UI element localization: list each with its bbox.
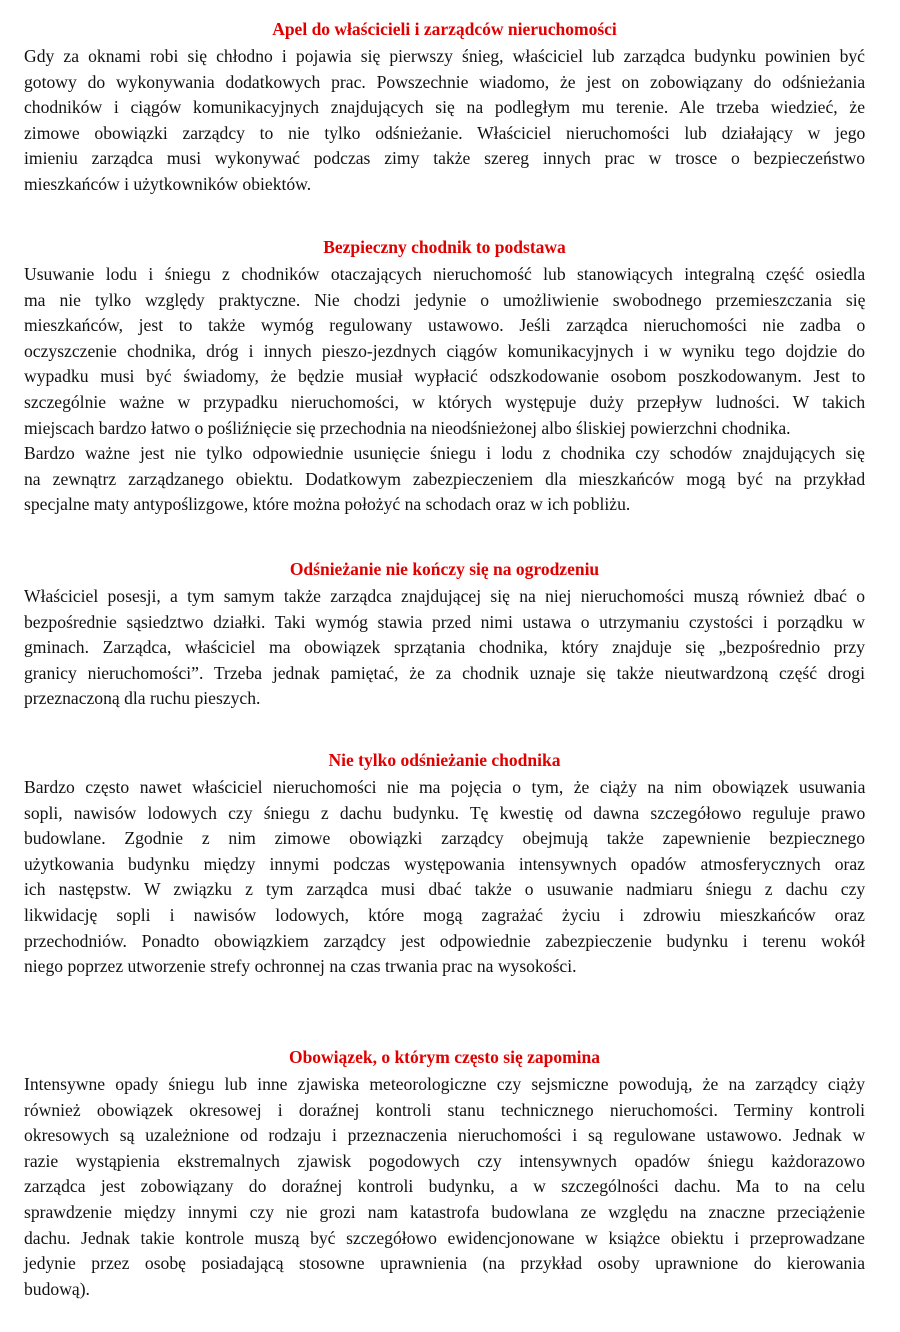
text-line: Gdy za oknami robi się chłodno i pojawia się pierwszy śnieg, właściciel lub zarządca budynku powinien być	[24, 46, 865, 66]
section-heading: Obowiązek, o którym często się zapomina	[288, 1047, 601, 1067]
section-appeal	[24, 18, 865, 198]
text-line: chodników i ciągów komunikacyjnych znajdujących się na podległym mu terenie. Ale trzeba wiedzieć, że	[24, 97, 865, 118]
section-heading: Nie tylko odśnieżanie chodnika	[328, 750, 561, 770]
text-line: na zewnątrz zarządzanego obiektu. Dodatkowym zabezpieczeniem dla mieszkańców mogą być na przykład	[24, 468, 866, 489]
text-line: ma nie tylko względy praktyczne. Nie chodzi jedynie o umożliwienie swobodnego przemieszczania się	[24, 289, 866, 310]
text-line: bezpośrednie sąsiedztwo działki. Taki wymóg stawia przed nimi ustawa o utrzymaniu czystości i porządku w	[24, 611, 865, 632]
text-line: oczyszczenie chodnika, dróg i innych pieszo-jezdnych ciągów komunikacyjnych i w wyniku tego dojdzie do	[24, 340, 866, 361]
text-line: gminach. Zarządca, właściciel ma obowiązek sprzątania chodnika, który znajduje się „bezpośrednio przy	[24, 637, 865, 658]
text-line: miejscach bardzo łatwo o pośliźnięcie się przechodnia na nieodśnieżonej albo śliskiej powierzchni chodnika.	[24, 417, 791, 438]
section-paragraph	[24, 584, 865, 712]
section-paragraph	[24, 44, 865, 198]
text-line: użytkowania budynku między innymi podczas występowania intensywnych opadów atmosferycznych oraz	[24, 853, 865, 874]
section-beyond-fence	[24, 558, 865, 712]
text-line: budowlane. Zgodnie z nim zimowe obowiązki zarządcy obejmują także zapewnienie bezpiecznego	[24, 828, 866, 849]
text-line: zarządca jest zobowiązany do doraźnej kontroli budynku, a w szczególności dachu. Ma to na celu	[24, 1176, 865, 1197]
text-line: przechodniów. Ponadto obowiązkiem zarządcy jest odpowiednie zabezpieczenie budynku i terenu wokół	[24, 930, 866, 951]
text-line: przeznaczoną dla ruchu pieszych.	[24, 688, 261, 709]
text-line: Intensywne opady śniegu lub inne zjawiska meteorologiczne czy sejsmiczne powodują, że na zarządcy ciąży	[24, 1074, 865, 1094]
section-not-only-sidewalk	[24, 749, 865, 980]
text-line: mieszkańców i użytkowników obiektów.	[24, 173, 312, 194]
text-line: ich następstw. W związku z tym zarządca musi dbać także o usuwanie nadmiaru śniegu z dachu czy	[24, 879, 866, 900]
text-line: jedynie przez osobę posiadającą stosowne uprawnienia (na przykład osoby uprawnione do kierowania	[24, 1253, 865, 1274]
text-line: mieszkańców, jest to także wymóg regulowany ustawowo. Jeśli zarządca nieruchomości nie zadba o	[24, 315, 866, 336]
text-line: również obowiązek okresowej i doraźnej kontroli stanu technicznego nieruchomości. Terminy kontroli	[24, 1099, 865, 1120]
text-line: Właściciel posesji, a tym samym także zarządca znajdującej się na niej nieruchomości muszą również dbać o	[24, 586, 865, 606]
text-line: specjalne maty antypoślizgowe, które można położyć na schodach oraz w ich pobliżu.	[24, 494, 631, 515]
text-line: Bardzo często nawet właściciel nieruchomości nie ma pojęcia o tym, że ciąży na nim obowiązek usuwania	[24, 777, 866, 797]
text-line: razie wystąpienia ekstremalnych zjawisk pogodowych czy intensywnych opadów śniegu każdorazowo	[24, 1150, 865, 1171]
section-heading: Apel do właścicieli i zarządców nieruchomości	[272, 19, 617, 39]
section-paragraph	[24, 262, 865, 518]
text-line: zimowe obowiązki zarządcy to nie tylko odśnieżanie. Właściciel nieruchomości lub działający w jego	[24, 122, 866, 143]
text-line: budową).	[24, 1278, 90, 1299]
text-line: Bardzo ważne jest nie tylko odpowiednie usunięcie śniegu i lodu z chodnika czy schodów znajdujących się	[24, 443, 865, 464]
text-line: niego poprzez utworzenie strefy ochronnej na czas trwania prac na wysokości.	[24, 956, 577, 977]
text-line: dachu. Jednak takie kontrole muszą być szczegółowo ewidencjonowane w książce obiektu i przeprowadzane	[24, 1227, 865, 1248]
text-line: Usuwanie lodu i śniegu z chodników otaczających nieruchomość lub stanowiących integralną część osiedla	[24, 264, 866, 284]
section-heading: Odśnieżanie nie kończy się na ogrodzeniu	[289, 559, 600, 579]
section-safe-sidewalk	[24, 236, 865, 518]
section-heading: Bezpieczny chodnik to podstawa	[323, 237, 566, 257]
text-line: sprawdzenie między innymi czy nie grozi nam katastrofa budowlana ze względu na znaczne przeciążenie	[24, 1201, 866, 1222]
section-paragraph	[24, 1072, 865, 1302]
text-line: granicy nieruchomości”. Trzeba jednak pamiętać, że za chodnik uznaje się także nieutwardzoną część drogi	[24, 662, 865, 683]
section-paragraph	[24, 775, 865, 980]
text-line: wypadku musi być świadomy, że będzie musiał wypłacić odszkodowanie osobom poszkodowanym. Jest to	[24, 366, 866, 387]
text-line: sopli, nawisów lodowych czy śniegu z dachu budynku. Tę kwestię od dawna szczegółowo reguluje prawo	[24, 802, 866, 823]
text-line: likwidację sopli i nawisów lodowych, które mogą zagrażać życiu i zdrowiu mieszkańców oraz	[24, 904, 865, 925]
text-line: okresowych są uzależnione od rodzaju i przeznaczenia nieruchomości i są regulowane ustawowo. Jednak w	[24, 1125, 866, 1146]
text-line: szczególnie ważne w przypadku nieruchomości, w których występuje duży przepływ ludności. W takich	[24, 391, 866, 412]
text-line: imieniu zarządca musi wykonywać podczas zimy także szereg innych prac w trosce o bezpieczeństwo	[24, 148, 865, 169]
section-forgotten-duty	[24, 1046, 865, 1302]
text-line: gotowy do wykonywania dodatkowych prac. Powszechnie wiadomo, że jest on zobowiązany do odśnieżania	[24, 71, 866, 92]
